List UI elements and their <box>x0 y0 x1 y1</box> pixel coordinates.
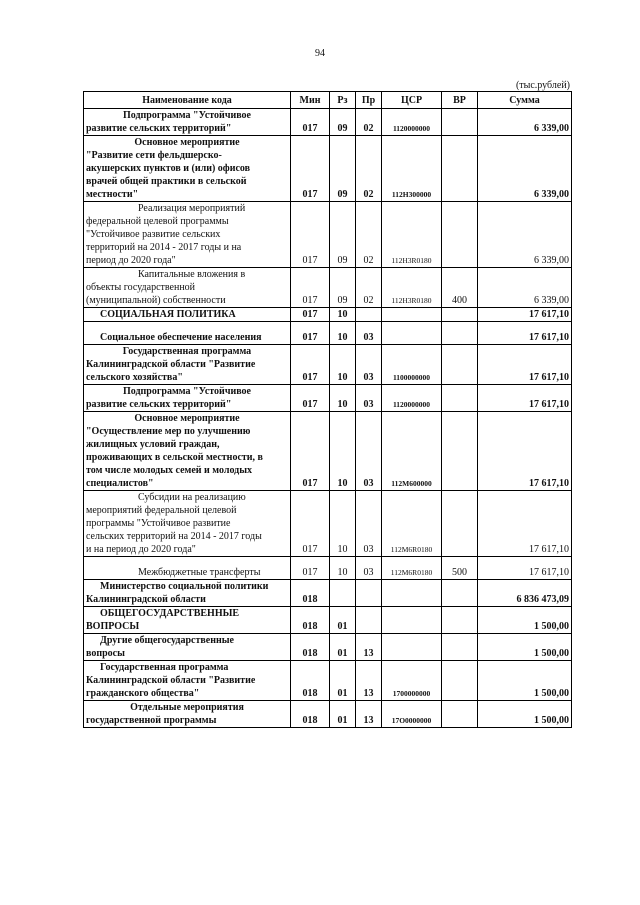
row-name-line: период до 2020 года" <box>86 255 176 266</box>
table-body <box>84 109 572 728</box>
row-pr: 03 <box>356 322 382 345</box>
row-name-line: "Устойчивое развитие сельских <box>86 229 221 240</box>
row-name-line: мероприятий федеральной целевой <box>86 505 237 516</box>
header-pr: Пр <box>356 92 382 109</box>
row-csr <box>382 607 442 634</box>
row-name-line: Отдельные мероприятия <box>130 702 244 713</box>
row-rz: 09 <box>330 136 356 202</box>
header-rz: Рз <box>330 92 356 109</box>
row-sum: 6 339,00 <box>478 268 572 308</box>
row-vr <box>442 634 478 661</box>
row-name-line: "Развитие сети фельдшерско- <box>86 150 222 161</box>
row-name-line: вопросы <box>86 648 125 659</box>
row-min: 018 <box>291 580 330 607</box>
row-name <box>84 136 291 202</box>
row-name-line: проживающих в сельской местности, в <box>86 452 263 463</box>
row-csr: 112Н3R0180 <box>382 268 442 308</box>
row-name-line: СОЦИАЛЬНАЯ ПОЛИТИКА <box>100 309 236 320</box>
row-name-line: программы "Устойчивое развитие <box>86 518 231 529</box>
row-name <box>84 385 291 412</box>
row-name-line: "Осуществление мер по улучшению <box>86 426 251 437</box>
table-row <box>84 136 572 202</box>
row-csr: 112М600000 <box>382 412 442 491</box>
row-name-line: Государственная программа <box>100 662 229 673</box>
row-min: 017 <box>291 385 330 412</box>
header-min: Мин <box>291 92 330 109</box>
row-rz: 01 <box>330 607 356 634</box>
row-name-line: том числе молодых семей и молодых <box>86 465 253 476</box>
row-name-line: развитие сельских территорий" <box>86 399 232 410</box>
row-name <box>84 109 291 136</box>
row-name-line: Министерство социальной политики <box>100 581 269 592</box>
row-vr <box>442 322 478 345</box>
row-pr: 03 <box>356 412 382 491</box>
row-csr: 112М6R0180 <box>382 557 442 580</box>
row-name-line: Межбюджетные трансферты <box>138 567 261 578</box>
table-row <box>84 701 572 728</box>
header-vr: ВР <box>442 92 478 109</box>
row-name-line: Социальное обеспечение населения <box>100 332 262 343</box>
row-vr <box>442 580 478 607</box>
row-sum: 1 500,00 <box>478 701 572 728</box>
row-sum: 17 617,10 <box>478 385 572 412</box>
row-name-line: Калининградской области <box>86 594 206 605</box>
row-min: 017 <box>291 557 330 580</box>
row-sum: 17 617,10 <box>478 557 572 580</box>
row-name-line: специалистов" <box>86 478 154 489</box>
row-rz: 10 <box>330 491 356 557</box>
row-sum: 17 617,10 <box>478 308 572 322</box>
row-csr: 112Н3R0180 <box>382 202 442 268</box>
row-vr <box>442 202 478 268</box>
row-csr: 112Н300000 <box>382 136 442 202</box>
row-vr <box>442 661 478 701</box>
row-name-line: Государственная программа <box>122 346 252 357</box>
row-csr <box>382 308 442 322</box>
row-pr: 03 <box>356 385 382 412</box>
table-row <box>84 580 572 607</box>
row-rz: 09 <box>330 109 356 136</box>
row-rz: 10 <box>330 322 356 345</box>
row-rz: 09 <box>330 268 356 308</box>
row-sum: 1 500,00 <box>478 661 572 701</box>
table-row <box>84 308 572 322</box>
row-min: 017 <box>291 308 330 322</box>
row-pr: 13 <box>356 634 382 661</box>
row-name-line: местности" <box>86 189 139 200</box>
row-pr: 02 <box>356 136 382 202</box>
row-name-line: Другие общегосударственные <box>100 635 234 646</box>
row-rz: 01 <box>330 634 356 661</box>
row-pr: 13 <box>356 701 382 728</box>
row-rz: 09 <box>330 202 356 268</box>
row-min: 017 <box>291 109 330 136</box>
units-label: (тыс.рублей) <box>515 80 570 91</box>
row-name-line: гражданского общества" <box>86 688 200 699</box>
row-csr <box>382 580 442 607</box>
row-name <box>84 202 291 268</box>
row-sum: 1 500,00 <box>478 607 572 634</box>
row-rz: 10 <box>330 385 356 412</box>
row-csr: 1100000000 <box>382 345 442 385</box>
row-sum: 17 617,10 <box>478 491 572 557</box>
row-csr <box>382 322 442 345</box>
row-name-line: жилищных условий граждан, <box>86 439 220 450</box>
row-sum: 6 339,00 <box>478 109 572 136</box>
row-min: 017 <box>291 412 330 491</box>
budget-table <box>83 91 572 728</box>
row-sum: 17 617,10 <box>478 412 572 491</box>
row-rz: 10 <box>330 412 356 491</box>
row-min: 018 <box>291 701 330 728</box>
row-name-line: Калининградской области "Развитие <box>86 675 256 686</box>
row-name-line: Подпрограмма "Устойчивое <box>123 386 251 397</box>
row-min: 017 <box>291 268 330 308</box>
row-csr <box>382 634 442 661</box>
row-vr <box>442 345 478 385</box>
row-name <box>84 322 291 345</box>
row-name-line: Подпрограмма "Устойчивое <box>123 110 251 121</box>
row-name-line: Калининградской области "Развитие <box>86 359 256 370</box>
row-pr: 03 <box>356 557 382 580</box>
table-row <box>84 661 572 701</box>
row-name-line: Реализация мероприятий <box>138 203 246 214</box>
row-pr <box>356 607 382 634</box>
row-name-line: Субсидии на реализацию <box>138 492 246 503</box>
table-row <box>84 412 572 491</box>
row-name-line: ВОПРОСЫ <box>86 621 140 632</box>
row-vr: 500 <box>442 557 478 580</box>
table-row <box>84 322 572 345</box>
row-name-line: врачей общей практики в сельской <box>86 176 247 187</box>
row-name-line: и на период до 2020 года" <box>86 544 196 555</box>
row-vr <box>442 136 478 202</box>
row-vr <box>442 607 478 634</box>
row-name <box>84 308 291 322</box>
row-min: 018 <box>291 661 330 701</box>
header-csr: ЦСР <box>382 92 442 109</box>
row-rz: 01 <box>330 701 356 728</box>
table-row <box>84 268 572 308</box>
row-pr: 13 <box>356 661 382 701</box>
row-min: 018 <box>291 634 330 661</box>
row-name-line: развитие сельских территорий" <box>86 123 232 134</box>
table-header-row <box>84 92 572 109</box>
row-name-line: объекты государственной <box>86 282 196 293</box>
row-vr <box>442 491 478 557</box>
row-vr <box>442 385 478 412</box>
row-sum: 6 339,00 <box>478 202 572 268</box>
row-pr: 02 <box>356 268 382 308</box>
row-pr: 02 <box>356 109 382 136</box>
row-csr: 17О0000000 <box>382 701 442 728</box>
row-min: 017 <box>291 322 330 345</box>
row-vr <box>442 109 478 136</box>
row-csr: 112М6R0180 <box>382 491 442 557</box>
row-sum: 6 836 473,09 <box>478 580 572 607</box>
row-min: 017 <box>291 136 330 202</box>
row-name <box>84 345 291 385</box>
row-min: 018 <box>291 607 330 634</box>
row-pr: 02 <box>356 202 382 268</box>
row-name-line: федеральной целевой программы <box>86 216 229 227</box>
row-name <box>84 634 291 661</box>
row-name-line: Капитальные вложения в <box>138 269 246 280</box>
table-row <box>84 109 572 136</box>
row-name <box>84 268 291 308</box>
row-sum: 17 617,10 <box>478 345 572 385</box>
row-name <box>84 701 291 728</box>
table-row <box>84 634 572 661</box>
row-sum: 6 339,00 <box>478 136 572 202</box>
row-name <box>84 580 291 607</box>
row-rz <box>330 580 356 607</box>
row-name-line: Основное мероприятие <box>134 413 240 424</box>
table-row <box>84 385 572 412</box>
row-rz: 01 <box>330 661 356 701</box>
row-name-line: территорий на 2014 - 2017 годы и на <box>86 242 242 253</box>
row-vr <box>442 412 478 491</box>
row-name <box>84 607 291 634</box>
table-row <box>84 491 572 557</box>
row-name <box>84 412 291 491</box>
row-name-line: сельского хозяйства" <box>86 372 183 383</box>
row-vr: 400 <box>442 268 478 308</box>
row-pr <box>356 308 382 322</box>
row-min: 017 <box>291 202 330 268</box>
row-name <box>84 557 291 580</box>
row-rz: 10 <box>330 308 356 322</box>
header-sum: Сумма <box>478 92 572 109</box>
row-name-line: Основное мероприятие <box>134 137 240 148</box>
row-name <box>84 661 291 701</box>
table-row <box>84 607 572 634</box>
page-number: 94 <box>315 48 325 59</box>
row-csr: 1120000000 <box>382 385 442 412</box>
row-min: 017 <box>291 345 330 385</box>
row-vr <box>442 701 478 728</box>
row-min: 017 <box>291 491 330 557</box>
row-rz: 10 <box>330 345 356 385</box>
row-sum: 17 617,10 <box>478 322 572 345</box>
row-name-line: акушерских пунктов и (или) офисов <box>86 163 251 174</box>
row-pr: 03 <box>356 345 382 385</box>
table-row <box>84 557 572 580</box>
row-sum: 1 500,00 <box>478 634 572 661</box>
row-name-line: сельских территорий на 2014 - 2017 годы <box>86 531 262 542</box>
row-pr: 03 <box>356 491 382 557</box>
table-row <box>84 345 572 385</box>
row-pr <box>356 580 382 607</box>
row-name <box>84 491 291 557</box>
row-csr: 1120000000 <box>382 109 442 136</box>
row-name-line: ОБЩЕГОСУДАРСТВЕННЫЕ <box>100 608 240 619</box>
row-name-line: государственной программы <box>86 715 217 726</box>
row-csr: 1700000000 <box>382 661 442 701</box>
row-vr <box>442 308 478 322</box>
row-name-line: (муниципальной) собственности <box>86 295 226 306</box>
header-name: Наименование кода <box>84 92 291 109</box>
row-rz: 10 <box>330 557 356 580</box>
table-row <box>84 202 572 268</box>
